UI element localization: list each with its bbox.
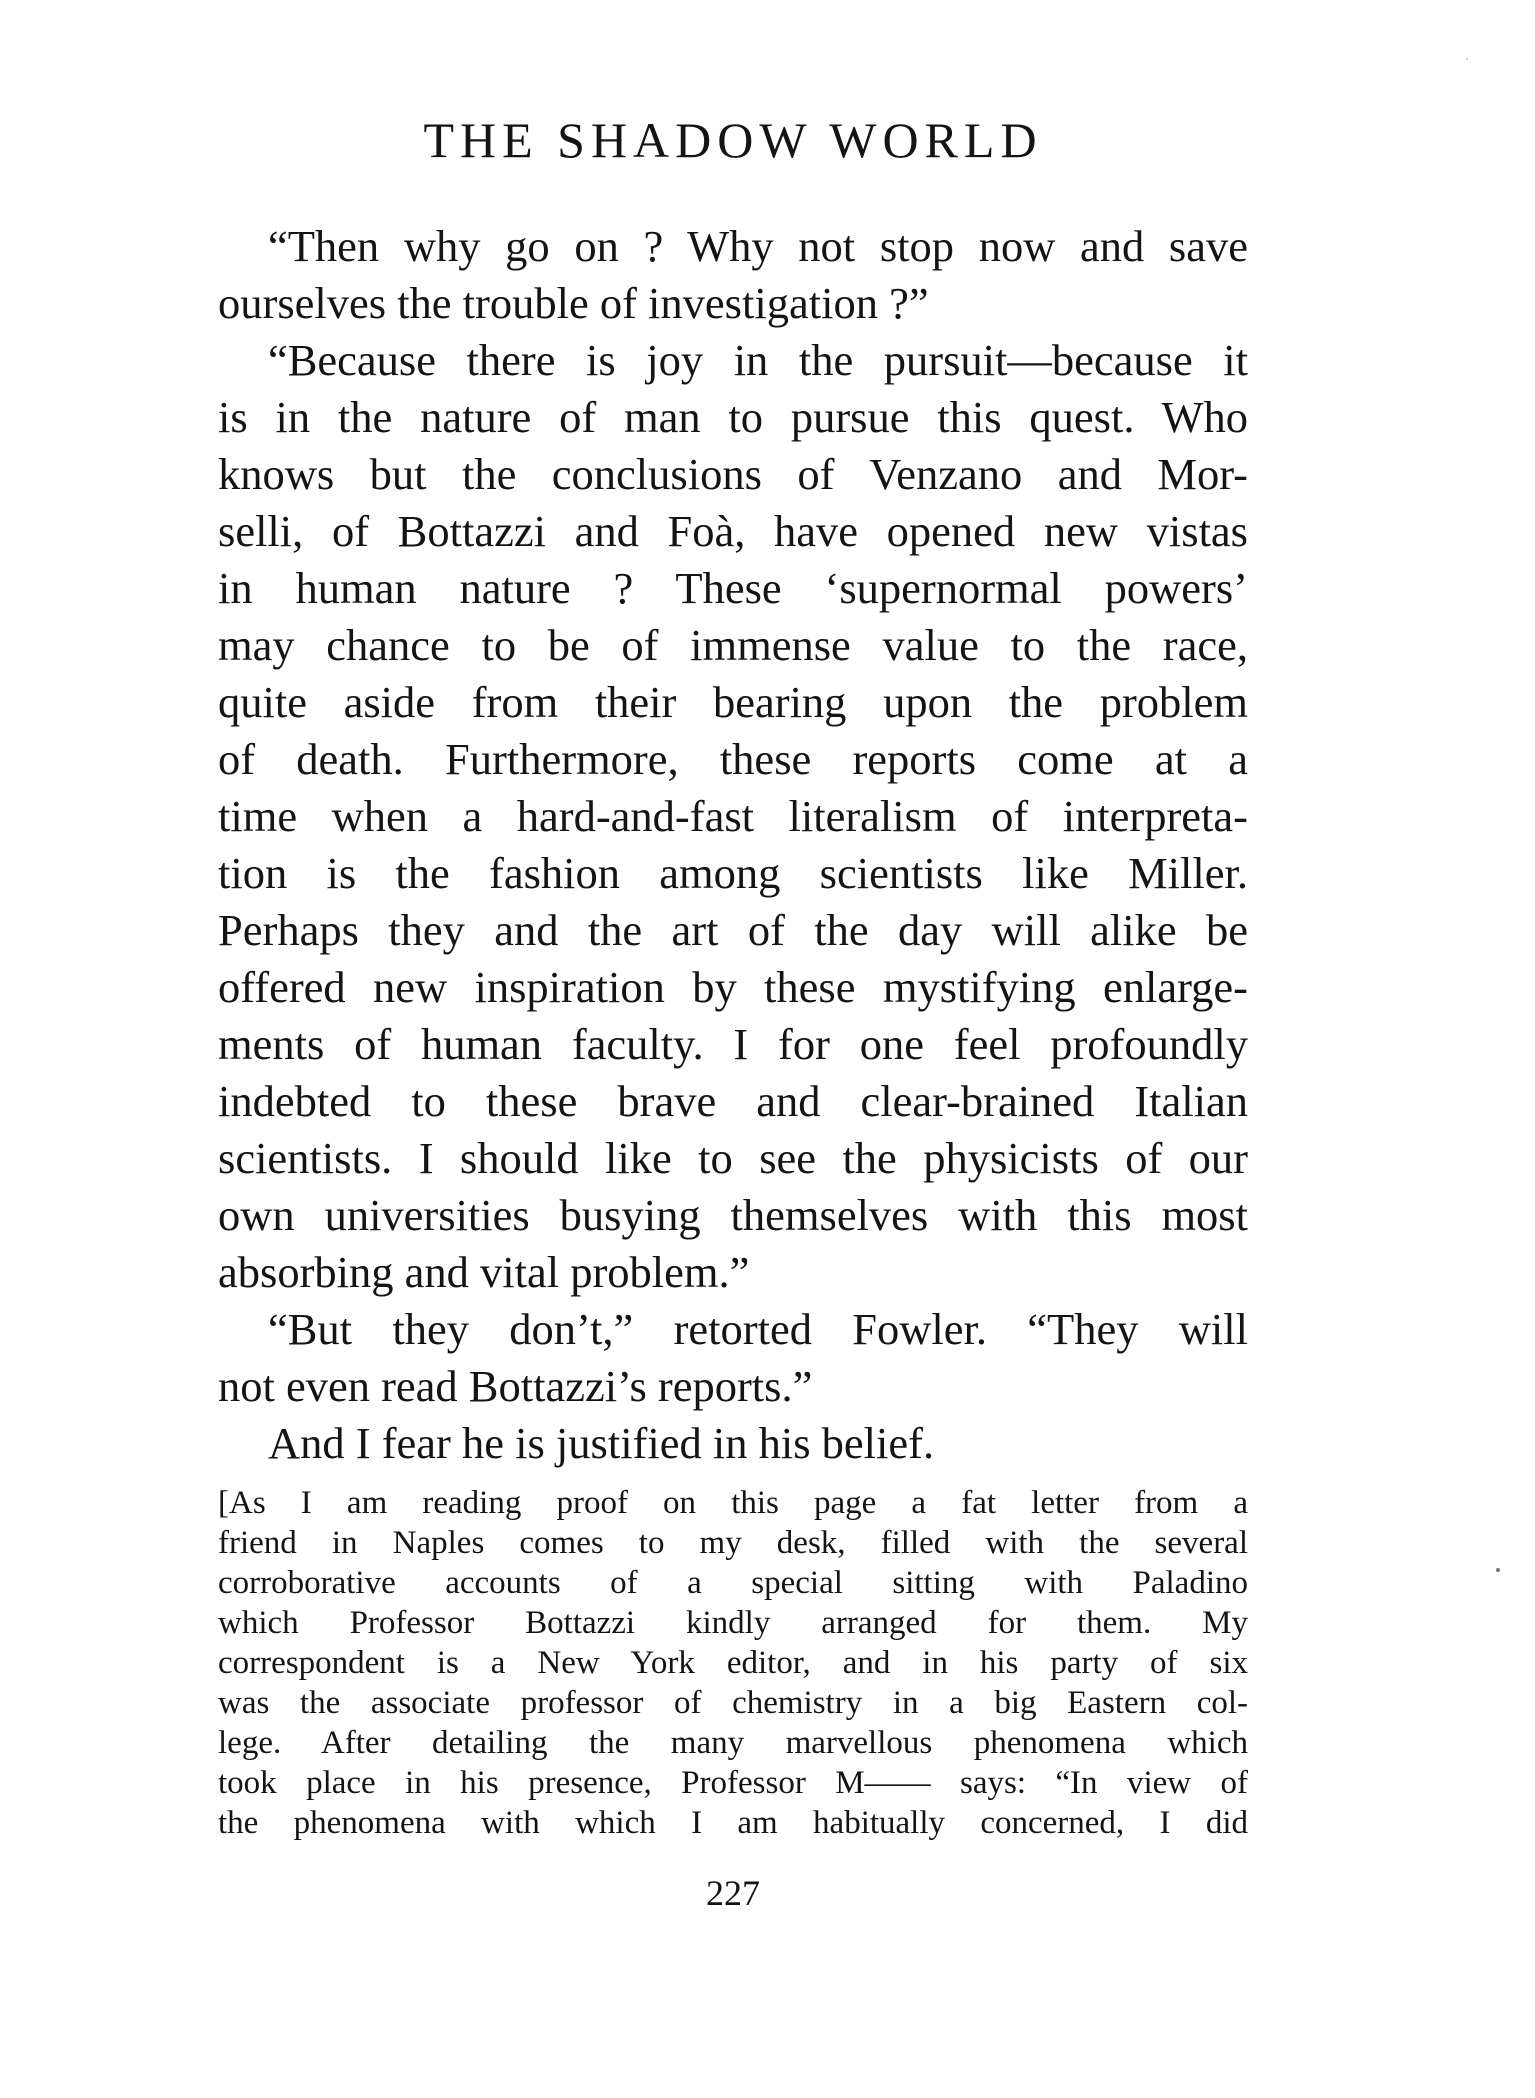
text-line: scientists. I should like to see the physicists of our	[218, 1133, 1248, 1183]
text-line: indebted to these brave and clear-brained Italian	[218, 1076, 1248, 1126]
note-line: friend in Naples comes to my desk, filled with the several	[218, 1525, 1248, 1561]
note-line: the phenomena with which I am habitually concerned, I did	[218, 1805, 1248, 1841]
text-line: quite aside from their bearing upon the problem	[218, 677, 1248, 727]
scan-speck	[1496, 1568, 1500, 1572]
running-head: THE SHADOW WORLD	[423, 112, 1043, 168]
scan-speck	[1466, 58, 1468, 60]
text-line: knows but the conclusions of Venzano and Mor-	[218, 449, 1248, 499]
note-line: took place in his presence, Professor M—— says: “In view of	[218, 1765, 1248, 1801]
text-line: absorbing and vital problem.”	[218, 1247, 750, 1297]
note-line: lege. After detailing the many marvellous phenomena which	[218, 1725, 1248, 1761]
text-line: time when a hard-and-fast literalism of interpreta-	[218, 791, 1248, 841]
text-line: tion is the fashion among scientists like Miller.	[218, 848, 1248, 898]
text-line: “But they don’t,” retorted Fowler. “They will	[268, 1304, 1248, 1354]
note-line: [As I am reading proof on this page a fat letter from a	[218, 1485, 1248, 1521]
text-line: offered new inspiration by these mystifying enlarge-	[218, 962, 1248, 1012]
note-line: was the associate professor of chemistry in a big Eastern col-	[218, 1685, 1248, 1721]
footnote	[218, 1483, 1248, 1843]
text-line: “Because there is joy in the pursuit—because it	[268, 335, 1248, 385]
note-line: corroborative accounts of a special sitting with Paladino	[218, 1565, 1248, 1601]
text-line: selli, of Bottazzi and Foà, have opened new vistas	[218, 506, 1248, 556]
text-line: of death. Furthermore, these reports come at a	[218, 734, 1248, 784]
page-number: 227	[706, 1873, 760, 1913]
body-text	[218, 218, 1248, 1472]
text-line: Perhaps they and the art of the day will alike be	[218, 905, 1248, 955]
text-line: And I fear he is justified in his belief.	[268, 1418, 935, 1468]
text-line: is in the nature of man to pursue this quest. Who	[218, 392, 1248, 442]
text-line: not even read Bottazzi’s reports.”	[218, 1361, 813, 1411]
note-line: which Professor Bottazzi kindly arranged for them. My	[218, 1605, 1248, 1641]
text-line: ourselves the trouble of investigation ?”	[218, 278, 929, 328]
note-line: correspondent is a New York editor, and in his party of six	[218, 1645, 1248, 1681]
text-line: in human nature ? These ‘supernormal powers’	[218, 563, 1248, 613]
text-line: “Then why go on ? Why not stop now and save	[268, 221, 1248, 271]
text-line: may chance to be of immense value to the race,	[218, 620, 1248, 670]
text-line: ments of human faculty. I for one feel profoundly	[218, 1019, 1248, 1069]
text-line: own universities busying themselves with this most	[218, 1190, 1248, 1240]
